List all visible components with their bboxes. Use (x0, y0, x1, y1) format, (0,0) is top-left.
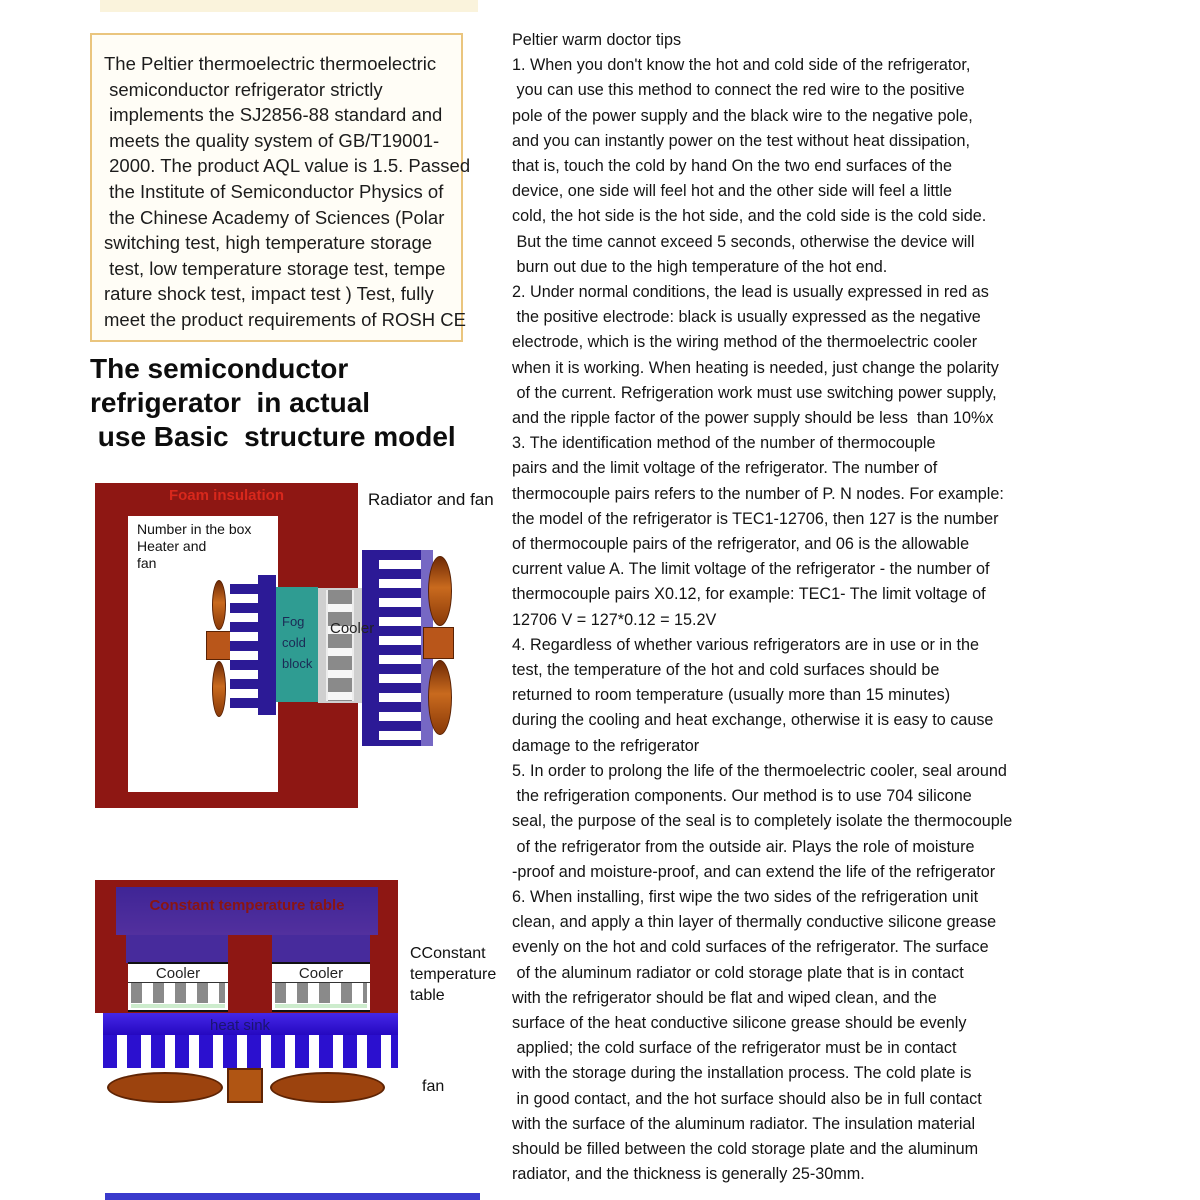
cooler-module-right (272, 962, 370, 1012)
diagram1-box-line: fan (137, 555, 157, 571)
tip-line: damage to the refrigerator (512, 736, 700, 755)
tip-line: of thermocouple pairs of the refrigerator, and 06 is the allowable (512, 535, 970, 554)
tip-line: should be filled between the cold storage plate and the aluminum (512, 1139, 979, 1158)
side-label-line: table (410, 987, 445, 1004)
heat-sink-fins (103, 1035, 398, 1068)
cold-block-label (276, 587, 318, 674)
inner-fan-blade-bottom (212, 661, 226, 717)
tip-line: burn out due to the high temperature of the hot end. (512, 257, 888, 276)
cold-block (276, 587, 318, 702)
tip-line: seal, the purpose of the seal is to completely isolate the thermocouple (512, 812, 1013, 831)
info-box-line: the Chinese Academy of Sciences (Polar (104, 206, 445, 228)
info-box-line: test, low temperature storage test, tempe (104, 257, 446, 279)
info-box-line: The Peltier thermoelectric thermoelectric (104, 53, 437, 74)
cold-block-line: block (282, 656, 313, 671)
tips-text (512, 28, 1072, 1187)
bottom-fan-hub (227, 1068, 263, 1103)
tip-line: the model of the refrigerator is TEC1-12706, then 127 is the number (512, 509, 999, 528)
tip-line: of the aluminum radiator or cold storage plate that is in contact (512, 963, 964, 982)
tec-cooler-segments (326, 590, 354, 701)
tip-line: with the surface of the aluminum radiator. The insulation material (512, 1114, 976, 1133)
diagram1-box-contents-label (137, 521, 251, 572)
heat-sink-label: heat sink (210, 1017, 271, 1034)
constant-temperature-table-label: Constant temperature table (149, 897, 345, 914)
info-box (90, 33, 471, 342)
tip-line: when it is working. When heating is needed, just change the polarity (512, 358, 999, 377)
diagram1-box-line: Number in the box (137, 521, 252, 537)
inner-fan-hub (206, 631, 231, 660)
outer-fan-hub (423, 627, 454, 659)
side-label-line: CConstant (410, 945, 486, 962)
tip-line: 3. The identification method of the number of thermocouple (512, 434, 936, 453)
tip-line: 12706 V = 127*0.12 = 15.2V (512, 610, 717, 629)
inner-fan-blade-top (212, 580, 226, 630)
heading-line: refrigerator in actual (90, 387, 371, 418)
tip-line: 6. When installing, first wipe the two sides of the refrigeration unit (512, 887, 979, 906)
tec-cooler-module (318, 588, 362, 703)
tip-line: 5. In order to prolong the life of the thermoelectric cooler, seal around (512, 761, 1007, 780)
tip-line: with the storage during the installation process. The cold plate is (512, 1064, 972, 1083)
diagram1-foam-insulation-label: Foam insulation (168, 487, 284, 504)
radiator-heatsink-fins (379, 550, 421, 746)
tip-line: and you can instantly power on the test without heat dissipation, (512, 131, 971, 150)
tip-line: 1. When you don't know the hot and cold side of the refrigerator, (512, 56, 971, 75)
tip-line: of the refrigerator from the outside air. Plays the role of moisture (512, 837, 975, 856)
outer-fan-blade-top (428, 556, 452, 626)
info-box-text (104, 51, 471, 333)
cooler-left-baseplate (131, 1004, 225, 1008)
tip-line: during the cooling and heat exchange, otherwise it is easy to cause (512, 711, 994, 730)
table-leg-right (272, 935, 370, 963)
tip-line: device, one side will feel hot and the other side will feel a little (512, 182, 953, 201)
top-cream-strip (100, 0, 478, 12)
fan-label: fan (422, 1078, 445, 1095)
tip-line: pole of the power supply and the black wire to the negative pole, (512, 106, 973, 125)
inner-heatsink-fins (230, 575, 258, 715)
cooler-right-bars (275, 983, 367, 1003)
section-heading (90, 352, 490, 454)
bottom-fan-blade-right (270, 1072, 385, 1103)
info-box-line: meet the product requirements of ROSH CE (104, 308, 466, 330)
tip-line: with the refrigerator should be flat and wiped clean, and the (512, 988, 937, 1007)
bottom-blue-strip (105, 1193, 480, 1200)
tip-line: current value A. The limit voltage of the refrigerator - the number of (512, 560, 990, 579)
outer-fan-blade-bottom (428, 660, 452, 735)
tip-line: returned to room temperature (usually more than 15 minutes) (512, 686, 951, 705)
bottom-fan-blade-left (107, 1072, 223, 1103)
cold-block-line: cold (282, 635, 306, 650)
tip-line: evenly on the hot and cold surfaces of the refrigerator. The surface (512, 938, 989, 957)
tip-line: thermocouple pairs refers to the number of P. N nodes. For example: (512, 484, 1004, 503)
cooler-module-left (128, 962, 228, 1012)
table-leg-left (126, 935, 228, 963)
tip-line: 4. Regardless of whether various refrigerators are in use or in the (512, 635, 979, 654)
cooler-right-baseplate (275, 1004, 367, 1008)
heading-line: The semiconductor (90, 353, 349, 384)
tip-line: pairs and the limit voltage of the refrigerator. The number of (512, 459, 938, 478)
tip-line: 2. Under normal conditions, the lead is usually expressed in red as (512, 283, 989, 302)
info-box-line: implements the SJ2856-88 standard and (104, 104, 443, 126)
cooler-left-bars (131, 983, 225, 1003)
tip-line: and the ripple factor of the power supply should be less than 10%x (512, 409, 994, 428)
tip-line: But the time cannot exceed 5 seconds, otherwise the device will (512, 232, 975, 251)
cooler-left-label: Cooler (128, 965, 228, 983)
info-box-line: meets the quality system of GB/T19001- (104, 129, 440, 151)
heading-line: use Basic structure model (90, 421, 456, 452)
info-box-line: the Institute of Semiconductor Physics of (104, 180, 444, 202)
info-box-line: 2000. The product AQL value is 1.5. Passed (104, 155, 471, 177)
tip-line: that is, touch the cold by hand On the two end surfaces of the (512, 157, 953, 176)
tip-line: the refrigeration components. Our method is to use 704 silicone (512, 787, 972, 806)
tip-line: applied; the cold surface of the refrigerator must be in contact (512, 1039, 957, 1058)
tip-line: cold, the hot side is the hot side, and the cold side is the cold side. (512, 207, 987, 226)
tip-line: -proof and moisture-proof, and can extend the life of the refrigerator (512, 862, 996, 881)
cooler-label: Cooler (330, 620, 375, 637)
inner-heatsink-base (258, 575, 276, 715)
info-box-line: rature shock test, impact test ) Test, fully (104, 283, 434, 305)
tip-line: clean, and apply a thin layer of thermally conductive silicone grease (512, 913, 997, 932)
diagram1-box-line: Heater and (137, 538, 207, 554)
tip-line: radiator, and the thickness is generally 25-30mm. (512, 1165, 865, 1184)
cold-block-line: Fog (282, 614, 305, 629)
tip-line: electrode, which is the wiring method of the thermoelectric cooler (512, 333, 978, 352)
tip-line: of the current. Refrigeration work must use switching power supply, (512, 383, 997, 402)
tip-line: thermocouple pairs X0.12, for example: TEC1- The limit voltage of (512, 585, 986, 604)
info-box-line: semiconductor refrigerator strictly (104, 78, 383, 100)
radiator-heatsink-base (362, 550, 379, 746)
constant-temperature-side-label (410, 943, 496, 1006)
tip-line: surface of the heat conductive silicone grease should be evenly (512, 1013, 967, 1032)
tip-line: you can use this method to connect the red wire to the positive (512, 81, 965, 100)
diagram1-radiator-fan-label: Radiator and fan (368, 490, 494, 509)
side-label-line: temperature (410, 966, 497, 983)
cooler-right-label: Cooler (272, 965, 370, 983)
tip-line: in good contact, and the hot surface should also be in full contact (512, 1089, 982, 1108)
info-box-line: switching test, high temperature storage (104, 232, 433, 254)
tip-line: test, the temperature of the hot and cold surfaces should be (512, 661, 940, 680)
tip-line: Peltier warm doctor tips (512, 31, 682, 49)
tip-line: the positive electrode: black is usually expressed as the negative (512, 308, 981, 327)
